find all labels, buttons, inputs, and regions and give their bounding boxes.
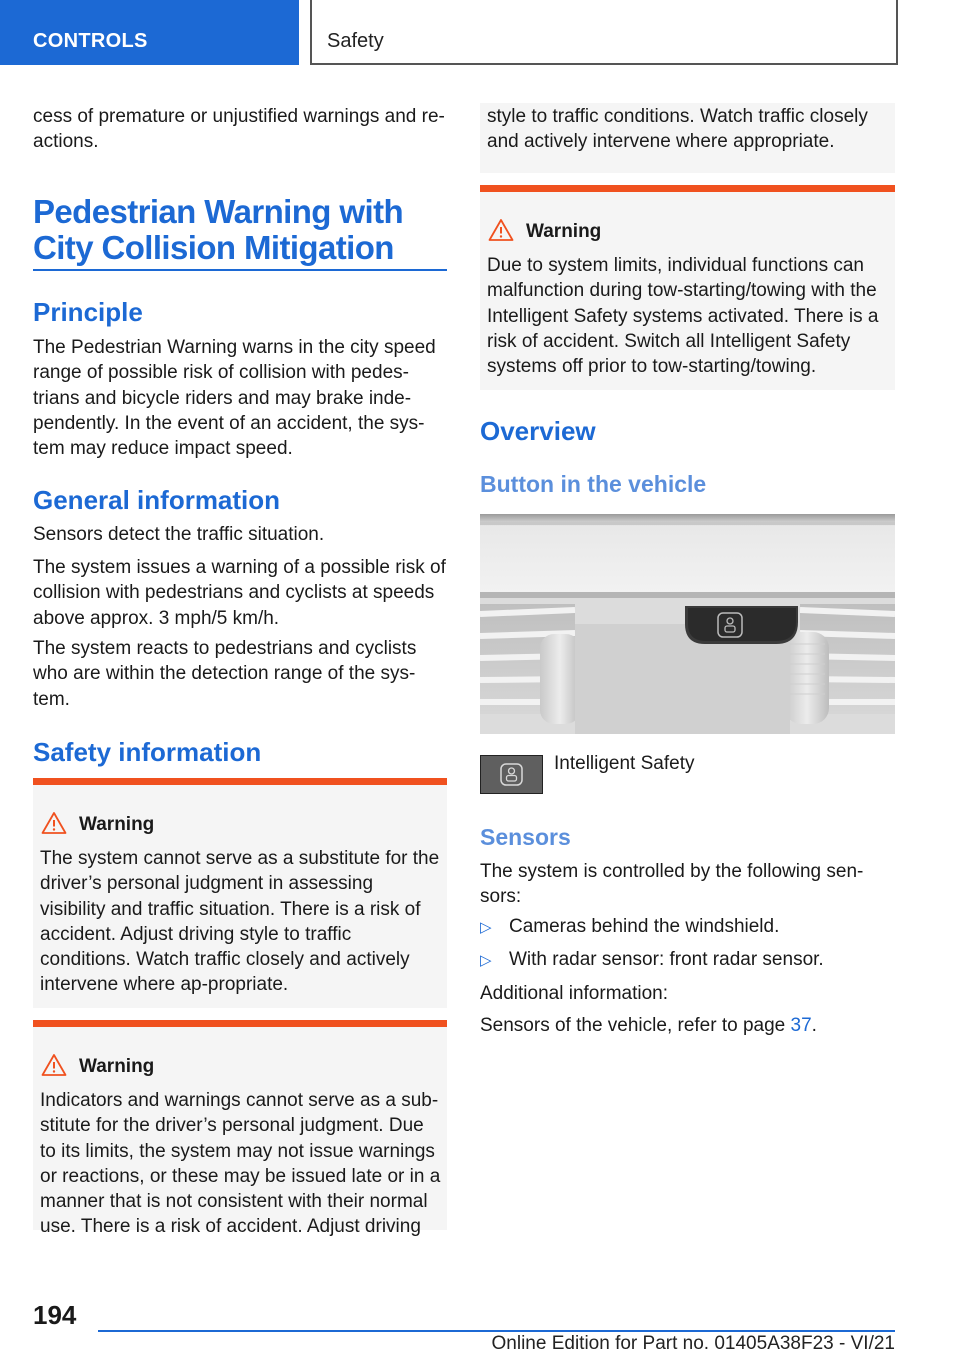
reference-text: Sensors of the vehicle, refer to page bbox=[480, 1015, 791, 1036]
page-title bbox=[33, 194, 403, 266]
chapter-label: CONTROLS bbox=[33, 30, 148, 52]
warning-box-3 bbox=[480, 185, 895, 390]
sensors-heading: Sensors bbox=[480, 824, 571, 850]
warning-title-1: Warning bbox=[79, 814, 155, 835]
warning-triangle-icon bbox=[41, 1053, 67, 1077]
button-heading: Button in the vehicle bbox=[480, 471, 707, 497]
safety-heading: Safety information bbox=[33, 737, 262, 767]
general-heading: General information bbox=[33, 485, 281, 515]
page-title-line2: City Collision Mitigation bbox=[33, 229, 394, 266]
intelligent-safety-button-icon bbox=[480, 755, 543, 794]
general-p1: Sensors detect the traffic situation. bbox=[33, 524, 325, 545]
vehicle-button-photo bbox=[480, 514, 895, 734]
additional-info-label: Additional information: bbox=[480, 983, 668, 1004]
warning-triangle-icon bbox=[41, 811, 67, 835]
title-rule bbox=[33, 269, 447, 271]
sensors-intro: The system is controlled by the following sen‐sors: bbox=[480, 861, 864, 908]
section-header bbox=[310, 0, 898, 65]
bullet-triangle-icon: ▷ bbox=[480, 952, 492, 969]
page-link[interactable]: 37 bbox=[790, 1015, 812, 1036]
chapter-tab[interactable] bbox=[0, 0, 299, 65]
principle-heading: Principle bbox=[33, 297, 143, 327]
overview-heading: Overview bbox=[480, 416, 596, 446]
warning-text-2: Indicators and warnings cannot serve as a sub‐stitute for the driver’s personal judgment. Due to its limits, the system may not issue warnings or reactions, or these may be issued late or in a manner that is not consistent with their normal use. There is a risk of accident. Adjust driving bbox=[40, 1090, 441, 1238]
list-item-text: Cameras behind the windshield. bbox=[509, 916, 780, 937]
warning-text-1: The system cannot serve as a substitute for the driver’s personal judgment in assessing visibility and traffic situation. There is a risk of accident. Adjust driving style to traffic conditions. Watch traffic closely and actively intervene where ap‐propriate. bbox=[40, 848, 440, 996]
section-label: Safety bbox=[327, 30, 384, 52]
warning-text-2-continued: style to traffic conditions. Watch traffic closely and actively intervene where appropriate. bbox=[487, 106, 868, 153]
warning-triangle-icon bbox=[488, 218, 514, 242]
reference-end: . bbox=[811, 1015, 817, 1036]
general-p2: The system issues a warning of a possible risk of collision with pedestrians and cyclists at speeds above approx. 3 mph/5 km/h. bbox=[33, 557, 446, 629]
general-p3: The system reacts to pedestrians and cyclists who are within the detection range of the sys‐tem. bbox=[33, 638, 417, 710]
button-label: Intelligent Safety bbox=[554, 753, 695, 774]
warning-text-3: Due to system limits, individual functions can malfunction during tow-starting/towing with the Intelligent Safety systems activated. There is a risk of accident. Switch all Intelligent Safety systems off prior to tow-starting/towing. bbox=[487, 255, 879, 378]
intro-text: cess of premature or unjustified warnings and re‐actions. bbox=[33, 106, 445, 153]
page-reference bbox=[480, 1013, 817, 1038]
warning-title-3: Warning bbox=[526, 221, 602, 242]
dashboard-vents-illustration bbox=[480, 514, 895, 734]
warning-box-1 bbox=[33, 778, 447, 1008]
warning-title-2: Warning bbox=[79, 1056, 155, 1077]
page-number: 194 bbox=[33, 1300, 77, 1330]
page-title-line1: Pedestrian Warning with bbox=[33, 193, 404, 230]
edition-text: Online Edition for Part no. 01405A38F23 - VI/21 bbox=[491, 1333, 895, 1354]
principle-text: The Pedestrian Warning warns in the city speed range of possible risk of collision with pedes‐trians and bicycle riders and may brake inde‐pendently. In the event of an accident, the sys‐tem may reduce impact speed. bbox=[33, 337, 436, 460]
warning-box-2-continued bbox=[480, 103, 895, 173]
list-item-text: With radar sensor: front radar sensor. bbox=[509, 949, 824, 970]
bullet-triangle-icon: ▷ bbox=[480, 919, 492, 936]
footer-rule bbox=[98, 1330, 895, 1332]
warning-box-2 bbox=[33, 1020, 447, 1238]
